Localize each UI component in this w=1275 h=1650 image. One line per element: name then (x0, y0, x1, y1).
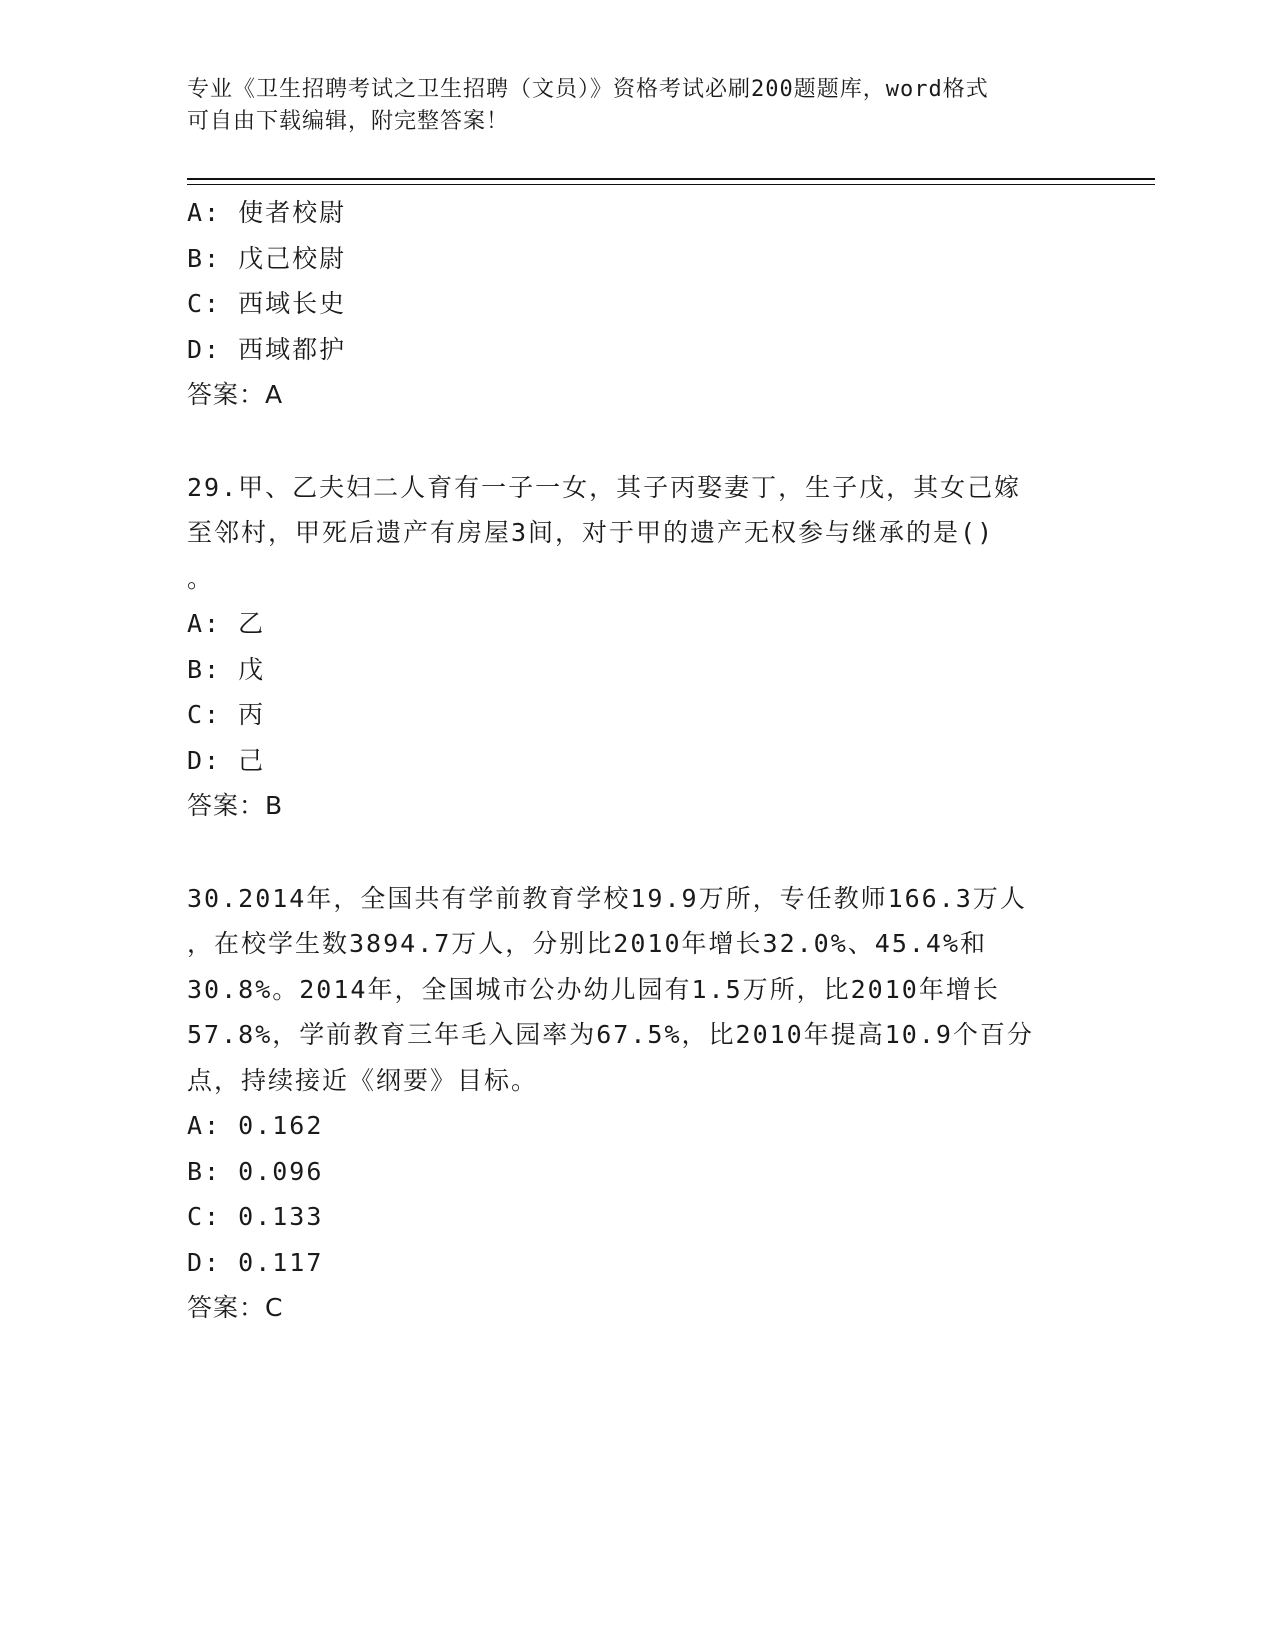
answer-line: 答案：C (187, 1293, 284, 1322)
answer-line: 答案：B (187, 791, 284, 820)
option-d: D: 0.117 (187, 1247, 324, 1277)
question-line: 30.2014年，全国共有学前教育学校19.9万所，专任教师166.3万人 (187, 883, 1027, 913)
document-header (187, 74, 1067, 138)
option-b: B: 戊 (187, 654, 266, 684)
question-line: 29.甲、乙夫妇二人育有一子一女，其子丙娶妻丁，生子戊，其女己嫁 (187, 472, 1022, 502)
option-d: D: 己 (187, 745, 266, 775)
header-rule-thick (187, 178, 1155, 180)
question-line: 至邻村，甲死后遗产有房屋3间，对于甲的遗产无权参与继承的是() (187, 518, 995, 547)
question-29 (187, 465, 1067, 829)
option-c: C: 西域长史 (187, 289, 347, 318)
question-line: 30.8%。2014年，全国城市公办幼儿园有1.5万所，比2010年增长 (187, 974, 1000, 1004)
question-30 (187, 876, 1067, 1331)
question-28 (187, 190, 1067, 418)
question-line: 点，持续接近《纲要》目标。 (187, 1065, 539, 1095)
spacer (187, 829, 1067, 876)
question-line: 57.8%，学前教育三年毛入园率为67.5%，比2010年提高10.9个百分 (187, 1020, 1034, 1049)
option-a: A: 使者校尉 (187, 198, 347, 227)
option-a: A: 0.162 (187, 1111, 324, 1140)
header-line-1: 专业《卫生招聘考试之卫生招聘（文员）》资格考试必刷200题题库，word格式 (187, 77, 989, 102)
option-a: A: 乙 (187, 609, 266, 638)
option-b: B: 0.096 (187, 1156, 324, 1186)
option-c: C: 0.133 (187, 1202, 324, 1231)
header-rule-thin (187, 184, 1155, 185)
question-text (187, 876, 1067, 1104)
header-line-2: 可自由下载编辑，附完整答案！ (187, 109, 510, 134)
option-c: C: 丙 (187, 700, 266, 729)
option-b: B: 戊己校尉 (187, 243, 347, 273)
option-d: D: 西域都护 (187, 334, 347, 364)
question-text (187, 465, 1067, 602)
question-line: ，在校学生数3894.7万人，分别比2010年增长32.0%、45.4%和 (187, 929, 988, 958)
answer-line: 答案：A (187, 380, 284, 409)
spacer (187, 418, 1067, 465)
question-line: 。 (187, 563, 215, 593)
question-content (187, 190, 1067, 1331)
